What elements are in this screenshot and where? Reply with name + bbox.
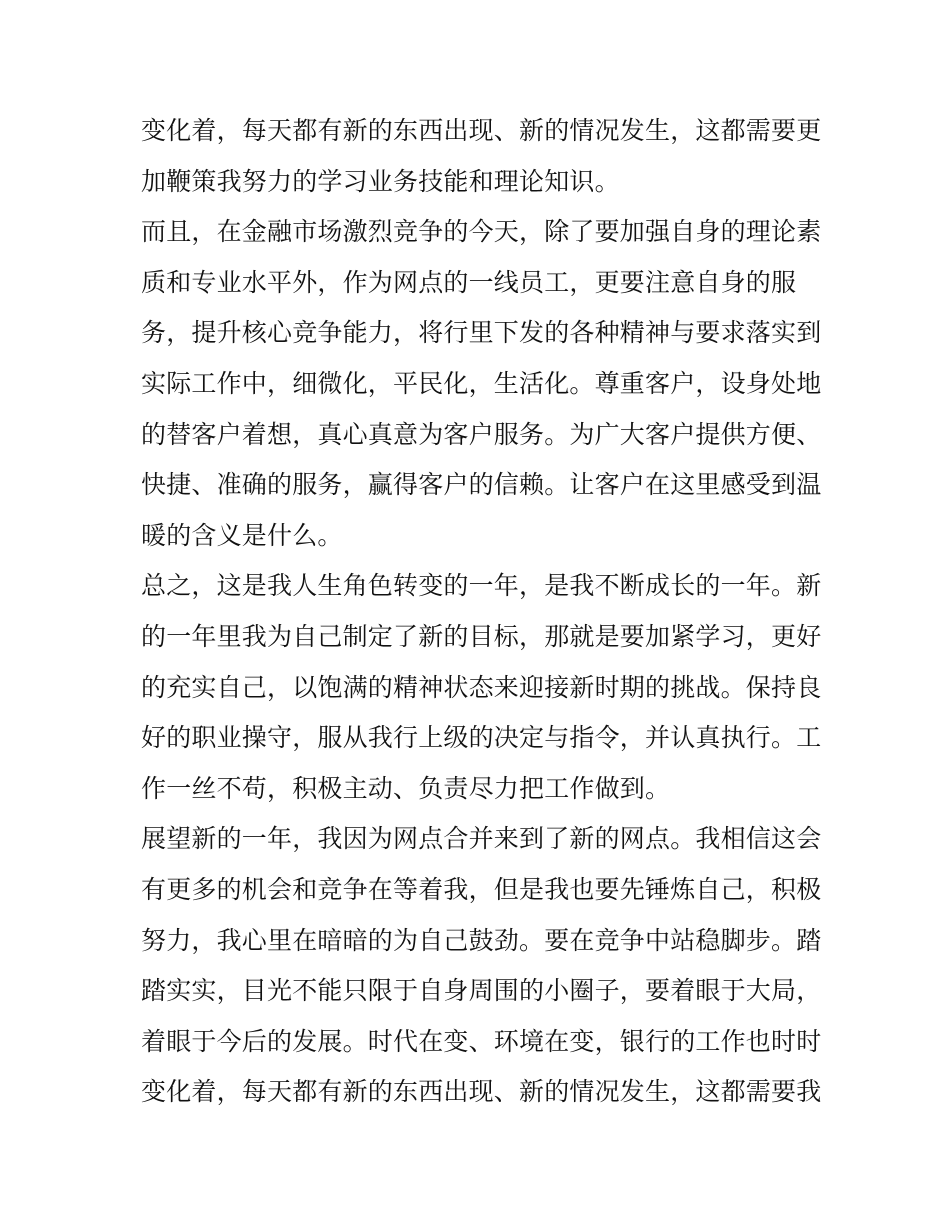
text-line: 加鞭策我努力的学习业务技能和理论知识。 [141, 166, 620, 196]
text-line: 变化着，每天都有新的东西出现、新的情况发生，这都需要我 [141, 1077, 822, 1107]
text-line: 质和专业水平外，作为网点的一线员工，更要注意自身的服 [141, 267, 797, 297]
text-line: 的一年里我为自己制定了新的目标，那就是要加紧学习，更好 [141, 621, 822, 651]
text-line: 着眼于今后的发展。时代在变、环境在变，银行的工作也时时 [141, 1026, 822, 1056]
text-line: 努力，我心里在暗暗的为自己鼓劲。要在竞争中站稳脚步。踏 [141, 925, 822, 955]
text-line: 的替客户着想，真心真意为客户服务。为广大客户提供方便、 [141, 419, 822, 449]
text-line: 踏实实，目光不能只限于自身周围的小圈子，要着眼于大局， [141, 976, 822, 1006]
text-line: 变化着，每天都有新的东西出现、新的情况发生，这都需要更 [141, 116, 822, 145]
text-line: 而且，在金融市场激烈竞争的今天，除了要加强自身的理论素 [141, 217, 822, 247]
text-line: 的充实自己，以饱满的精神状态来迎接新时期的挑战。保持良 [141, 672, 822, 702]
text-line: 务，提升核心竞争能力，将行里下发的各种精神与要求落实到 [141, 318, 822, 348]
text-line: 展望新的一年，我因为网点合并来到了新的网点。我相信这会 [141, 824, 822, 854]
text-line: 有更多的机会和竞争在等着我，但是我也要先锤炼自己，积极 [141, 874, 822, 904]
text-line: 暖的含义是什么。 [141, 520, 343, 550]
text-line: 快捷、准确的服务，赢得客户的信赖。让客户在这里感受到温 [141, 470, 822, 500]
text-line: 作一丝不苟，积极主动、负责尽力把工作做到。 [141, 773, 671, 803]
document-body [141, 106, 821, 1118]
text-line: 好的职业操守，服从我行上级的决定与指令，并认真执行。工 [141, 723, 822, 753]
text-line: 实际工作中，细微化，平民化，生活化。尊重客户，设身处地 [141, 368, 822, 398]
text-line: 总之，这是我人生角色转变的一年，是我不断成长的一年。新 [141, 571, 822, 601]
